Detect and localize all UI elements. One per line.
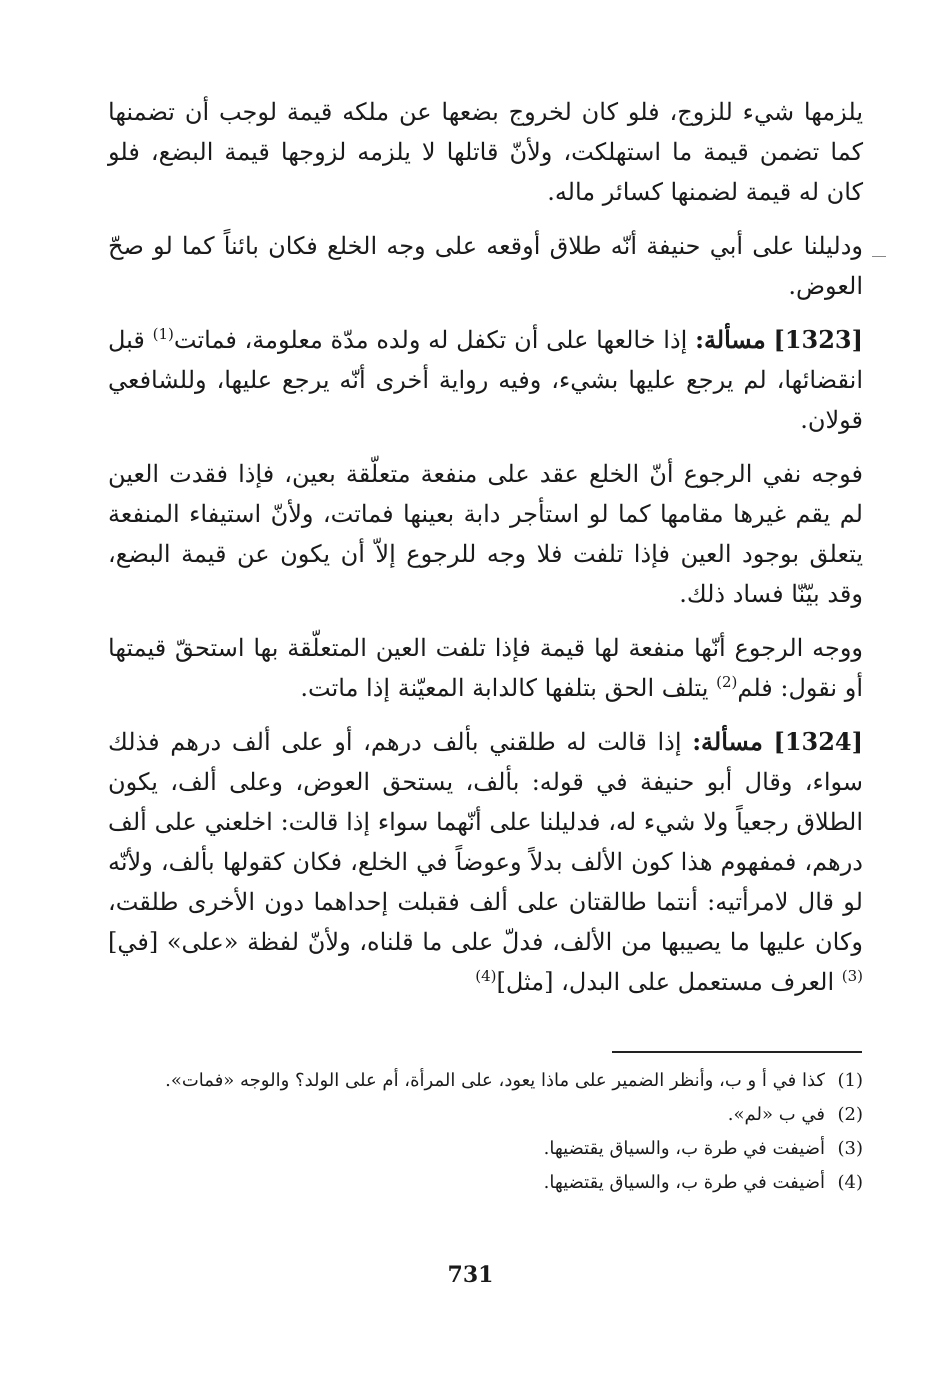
masala-label: مسألة: — [692, 727, 763, 756]
footnote-text: أضيفت في طرة ب، والسياق يقتضيها. — [543, 1138, 825, 1159]
footnote-separator — [612, 1051, 862, 1053]
paragraph-2: ودليلنا على أبي حنيفة أنّه طلاق أوقعه على وجه الخلع فكان بائناً كما لو صحّ العوض. — [108, 232, 863, 300]
paragraph-masala-1323 — [108, 320, 863, 440]
paragraph-text: قبل انقضائها، لم يرجع عليها بشيء، وفيه رواية أخرى أنّه يرجع عليها، وللشافعي قولان. — [108, 326, 863, 434]
paragraph-5 — [108, 628, 863, 708]
paragraph-text: العرف مستعمل على البدل، [مثل] — [496, 968, 842, 996]
paragraph-text: يتلف الحق بتلفها كالدابة المعيّنة إذا ماتت. — [300, 674, 717, 702]
paragraph-masala-1324 — [108, 722, 863, 1002]
footnote-ref-4: (4) — [475, 967, 497, 985]
footnote — [108, 1134, 863, 1164]
footnote-ref-2: (2) — [716, 673, 738, 691]
footnote-ref-1: (1) — [152, 325, 174, 343]
masala-number: [1324] — [773, 727, 863, 756]
footnote-number: (1) — [837, 1070, 863, 1091]
footnote-ref-3: (3) — [841, 967, 863, 985]
masala-label: مسألة: — [695, 325, 766, 354]
masala-number: [1323] — [773, 325, 863, 354]
footnote-text: كذا في أ و ب، وأنظر الضمير على ماذا يعود، على المرأة، أم على الولد؟ والوجه «فمات». — [165, 1070, 825, 1091]
footnote — [108, 1168, 863, 1198]
paragraph-text: إذا خالعها على أن تكفل له ولده مدّة معلومة، فماتت — [173, 326, 696, 354]
margin-mark — [872, 256, 886, 257]
paragraph-1: يلزمها شيء للزوج، فلو كان لخروج بضعها عن ملكه قيمة لوجب أن تضمنها كما تضمن قيمة ما استهلكت، ولأنّ قاتلها لا يلزمه لزوجها قيمة البضع، فلو كان له قيمة لضمنها كسائر ماله. — [108, 98, 863, 206]
footnote-text: في ب «لم». — [727, 1104, 825, 1125]
paragraph-4: فوجه نفي الرجوع أنّ الخلع عقد على منفعة متعلّقة بعين، فإذا فقدت العين لم يقم غيرها مقامها كما لو استأجر دابة بعينها فماتت، ولأنّ استيفاء المنفعة يتعلق بوجود العين فإذا تلفت فلا وجه للرجوع إلاّ أن يكون عن قيمة البضع، وقد بيّنّا فساد ذلك. — [108, 460, 863, 608]
paragraph-text: ووجه الرجوع أنّها منفعة لها قيمة فإذا تلفت العين المتعلّقة بها استحقّ قيمتها أو نقول: فلم — [108, 634, 863, 702]
footnote-number: (2) — [837, 1104, 863, 1125]
paragraph-text: إذا قالت له طلقني بألف درهم، أو على ألف درهم فذلك سواء، وقال أبو حنيفة في قوله: بألف، يستحق العوض، وعلى ألف، يكون الطلاق رجعياً ولا شيء له، فدليلنا على أنّهما سواء إذا قالت: اخلعني على ألف درهم، فمفهوم هذا كون الألف بدلاً وعوضاً في الخلع، فكان كقولها بألف، ولأنّه لو قال لامرأتيه: أنتما طالقتان على ألف فقبلت إحداهما دون الأخرى طلقت، وكان عليها ما يصيبها من الألف، فدلّ على ما قلناه، ولأنّ لفظة «على» [في] — [108, 728, 863, 956]
footnotes — [108, 1066, 863, 1202]
footnote-number: (3) — [837, 1138, 863, 1159]
footnote — [108, 1066, 863, 1096]
footnote-text: أضيفت في طرة ب، والسياق يقتضيها. — [543, 1172, 825, 1193]
footnote-number: (4) — [837, 1172, 863, 1193]
page-body — [108, 92, 863, 1016]
page-number: 731 — [447, 1262, 494, 1288]
footnote — [108, 1100, 863, 1130]
